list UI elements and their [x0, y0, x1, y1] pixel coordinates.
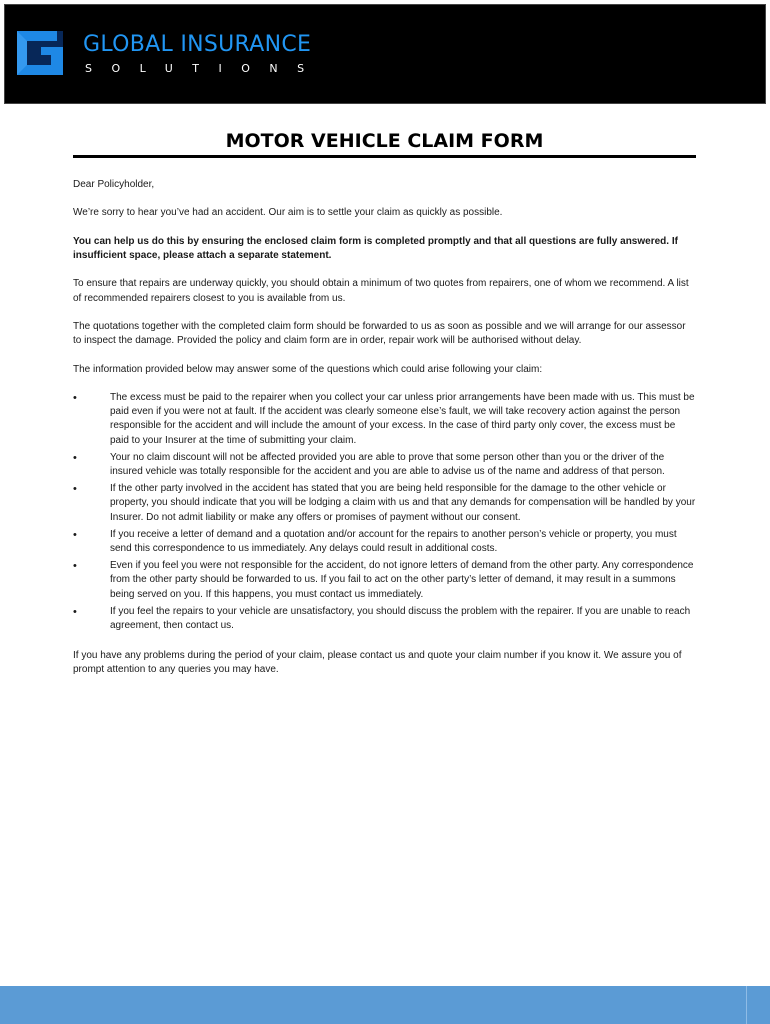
paragraph-intro: We’re sorry to hear you’ve had an accident. Our aim is to settle your claim as quickly as possible.: [73, 207, 503, 219]
bullet-icon: •: [73, 451, 77, 464]
list-item: [73, 528, 696, 556]
bullet-icon: •: [73, 605, 77, 618]
greeting: Dear Policyholder,: [73, 179, 155, 190]
footer-divider: [746, 986, 747, 1024]
header-banner: [4, 4, 766, 104]
letter-body: [73, 178, 696, 692]
page-title: MOTOR VEHICLE CLAIM FORM: [225, 130, 544, 152]
footer-bar: [0, 986, 770, 1024]
bullet-text: If you receive a letter of demand and a quotation and/or account for the repairs to another person’s vehicle or property, you must send this correspondence to us immediately. Any delays could result in additional costs.: [110, 528, 677, 554]
bullet-icon: •: [73, 560, 77, 573]
info-bullet-list: [73, 391, 696, 633]
paragraph-closing: If you have any problems during the period of your claim, please contact us and quote your claim number if you know it. We assure you of prompt attention to any queries you may have.: [73, 650, 682, 676]
paragraph-assessment: The quotations together with the completed claim form should be forwarded to us as soon as possible and we will arrange for our assessor to inspect the damage. Provided the policy and claim form are in order, repair work will be authorised without delay.: [73, 320, 686, 347]
bullet-icon: •: [73, 391, 77, 404]
company-logo: [13, 23, 333, 83]
brand-tagline: SOLUTIONS: [85, 62, 324, 75]
bullet-text: Even if you feel you were not responsible for the accident, do not ignore letters of demand from the other party. Any correspondence from the other party should be forwarded to us. If you fail to act on the other party’s letter of demand, it may result in a summons being served on you. If this happens, you must contact us immediately.: [110, 560, 694, 600]
list-item: [73, 391, 696, 448]
bullet-text: Your no claim discount will not be affected provided you are able to prove that some person other than you or the driver of the insured vehicle was totally responsible for the accident and you are able to advise us of the name and address of that person.: [110, 451, 665, 477]
bullet-text: If you feel the repairs to your vehicle are unsatisfactory, you should discuss the problem with the repairer. If you are unable to reach agreement, then contact us.: [110, 605, 691, 631]
bullet-text: The excess must be paid to the repairer when you collect your car unless prior arrangements have been made with us. This must be paid even if you were not at fault. If the accident was clearly someone else’s fault, we will take recovery action against the person responsible for the accident and will include the amount of your excess. In the case of third party only cover, the excess must be paid to your Insurer at the time of submitting your claim.: [110, 391, 695, 446]
list-item: [73, 559, 696, 602]
bullet-icon: •: [73, 483, 77, 496]
bullet-text: If the other party involved in the accident has stated that you are being held responsible for the damage to the other vehicle or property, you should indicate that you will be lodging a claim with us and that any demands for compensation will be handled by your Insurer. Do not admit liability or make any offers or promises of payment without our consent.: [110, 483, 696, 523]
paragraph-instructions: You can help us do this by ensuring the enclosed claim form is completed promptly and that all questions are fully answered. If insufficient space, please attach a separate statement.: [73, 235, 678, 261]
g-logo-icon: [13, 25, 67, 79]
list-item: [73, 451, 696, 479]
paragraph-quotes: To ensure that repairs are underway quickly, you should obtain a minimum of two quotes from repairers, one of whom we recommend. A list of recommended repairers closest to you is available from us.: [73, 278, 689, 304]
brand-name: GLOBAL INSURANCE: [83, 32, 312, 57]
bullet-icon: •: [73, 528, 77, 541]
list-item: [73, 605, 696, 633]
title-divider: [73, 155, 696, 158]
list-item: [73, 482, 696, 525]
paragraph-info-intro: The information provided below may answer some of the questions which could arise following your claim:: [73, 363, 543, 375]
